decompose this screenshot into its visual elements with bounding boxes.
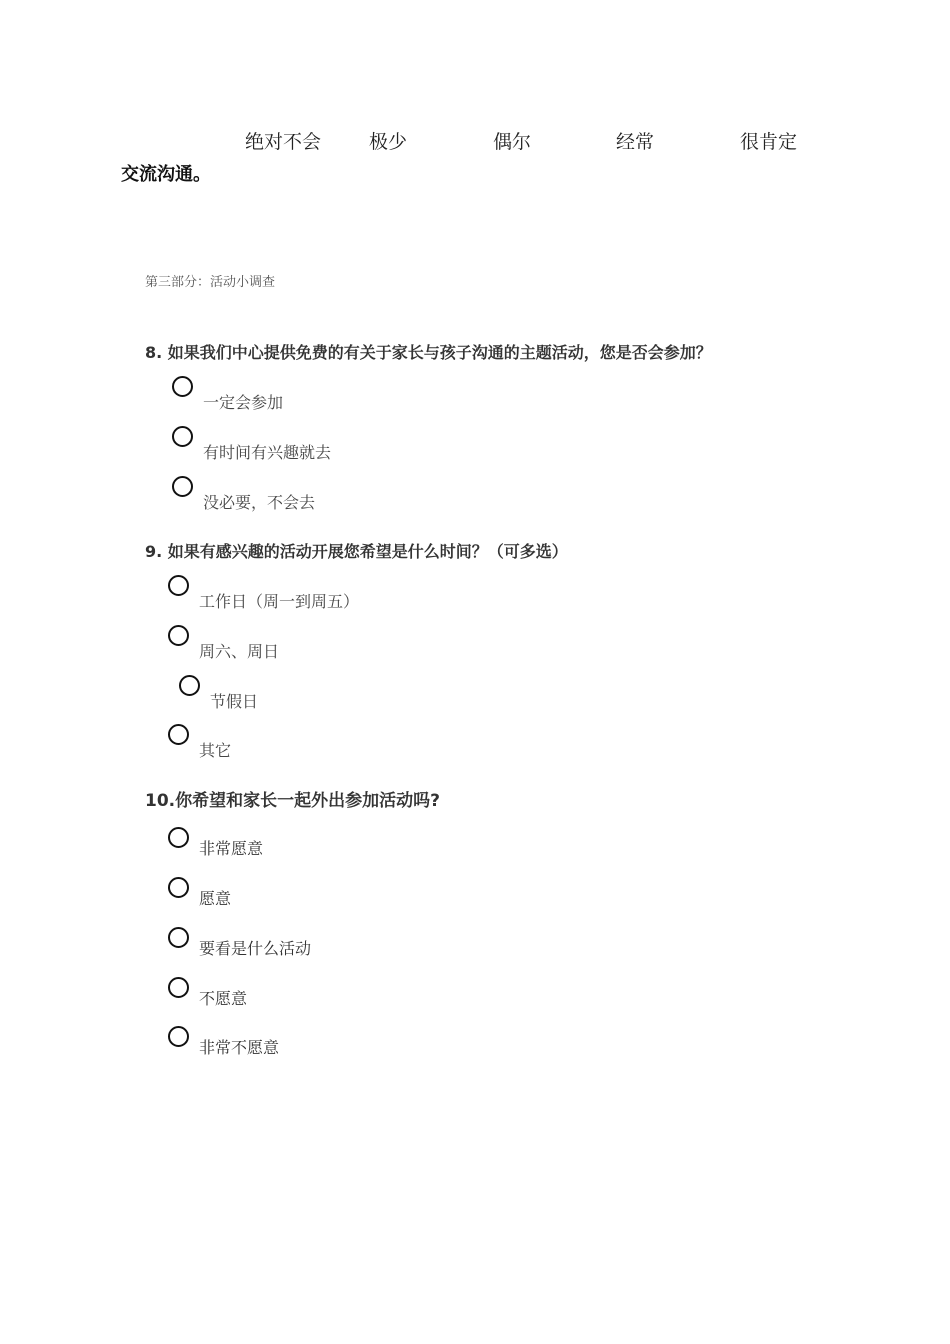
previous-question-tail: 交流沟通。 <box>121 164 211 185</box>
q9-option-4-label: 其它 <box>199 741 232 760</box>
section-title: 第三部分：活动小调查 <box>145 275 276 290</box>
q9-option-2-label: 周六、周日 <box>199 642 280 661</box>
q9-option-1-label: 工作日（周一到周五） <box>199 592 360 611</box>
q10-option-4-radio-icon[interactable] <box>168 977 189 998</box>
scale-label-sometimes: 偶尔 <box>493 131 532 153</box>
q8-option-1-label: 一定会参加 <box>203 393 284 412</box>
q10-option-2-label: 愿意 <box>199 889 232 908</box>
q9-option-3-radio-icon[interactable] <box>179 675 200 696</box>
q8-option-3-radio-icon[interactable] <box>172 476 193 497</box>
q10-option-5-label: 非常不愿意 <box>199 1038 280 1057</box>
q10-option-4-label: 不愿意 <box>199 989 248 1008</box>
q8-option-3-label: 没必要，不会去 <box>203 493 316 512</box>
question-9: 9. 如果有感兴趣的活动开展您希望是什么时间？（可多选） <box>145 542 568 561</box>
q9-option-4-radio-icon[interactable] <box>168 724 189 745</box>
q10-option-5-radio-icon[interactable] <box>168 1026 189 1047</box>
q9-option-3-label: 节假日 <box>210 692 259 711</box>
scale-label-never: 绝对不会 <box>245 131 322 153</box>
q9-option-2-radio-icon[interactable] <box>168 625 189 646</box>
scale-label-certainly: 很肯定 <box>740 131 798 153</box>
q8-option-2-label: 有时间有兴趣就去 <box>203 443 332 462</box>
scale-label-often: 经常 <box>616 131 655 153</box>
q10-option-1-label: 非常愿意 <box>199 839 264 858</box>
scale-label-rarely: 极少 <box>369 131 408 153</box>
q10-option-1-radio-icon[interactable] <box>168 827 189 848</box>
q10-option-3-label: 要看是什么活动 <box>199 939 312 958</box>
question-10: 10.你希望和家长一起外出参加活动吗? <box>145 791 440 811</box>
question-8: 8. 如果我们中心提供免费的有关于家长与孩子沟通的主题活动，您是否会参加？ <box>145 343 712 362</box>
q9-option-1-radio-icon[interactable] <box>168 575 189 596</box>
q10-option-3-radio-icon[interactable] <box>168 927 189 948</box>
q10-option-2-radio-icon[interactable] <box>168 877 189 898</box>
q8-option-1-radio-icon[interactable] <box>172 376 193 397</box>
q8-option-2-radio-icon[interactable] <box>172 426 193 447</box>
